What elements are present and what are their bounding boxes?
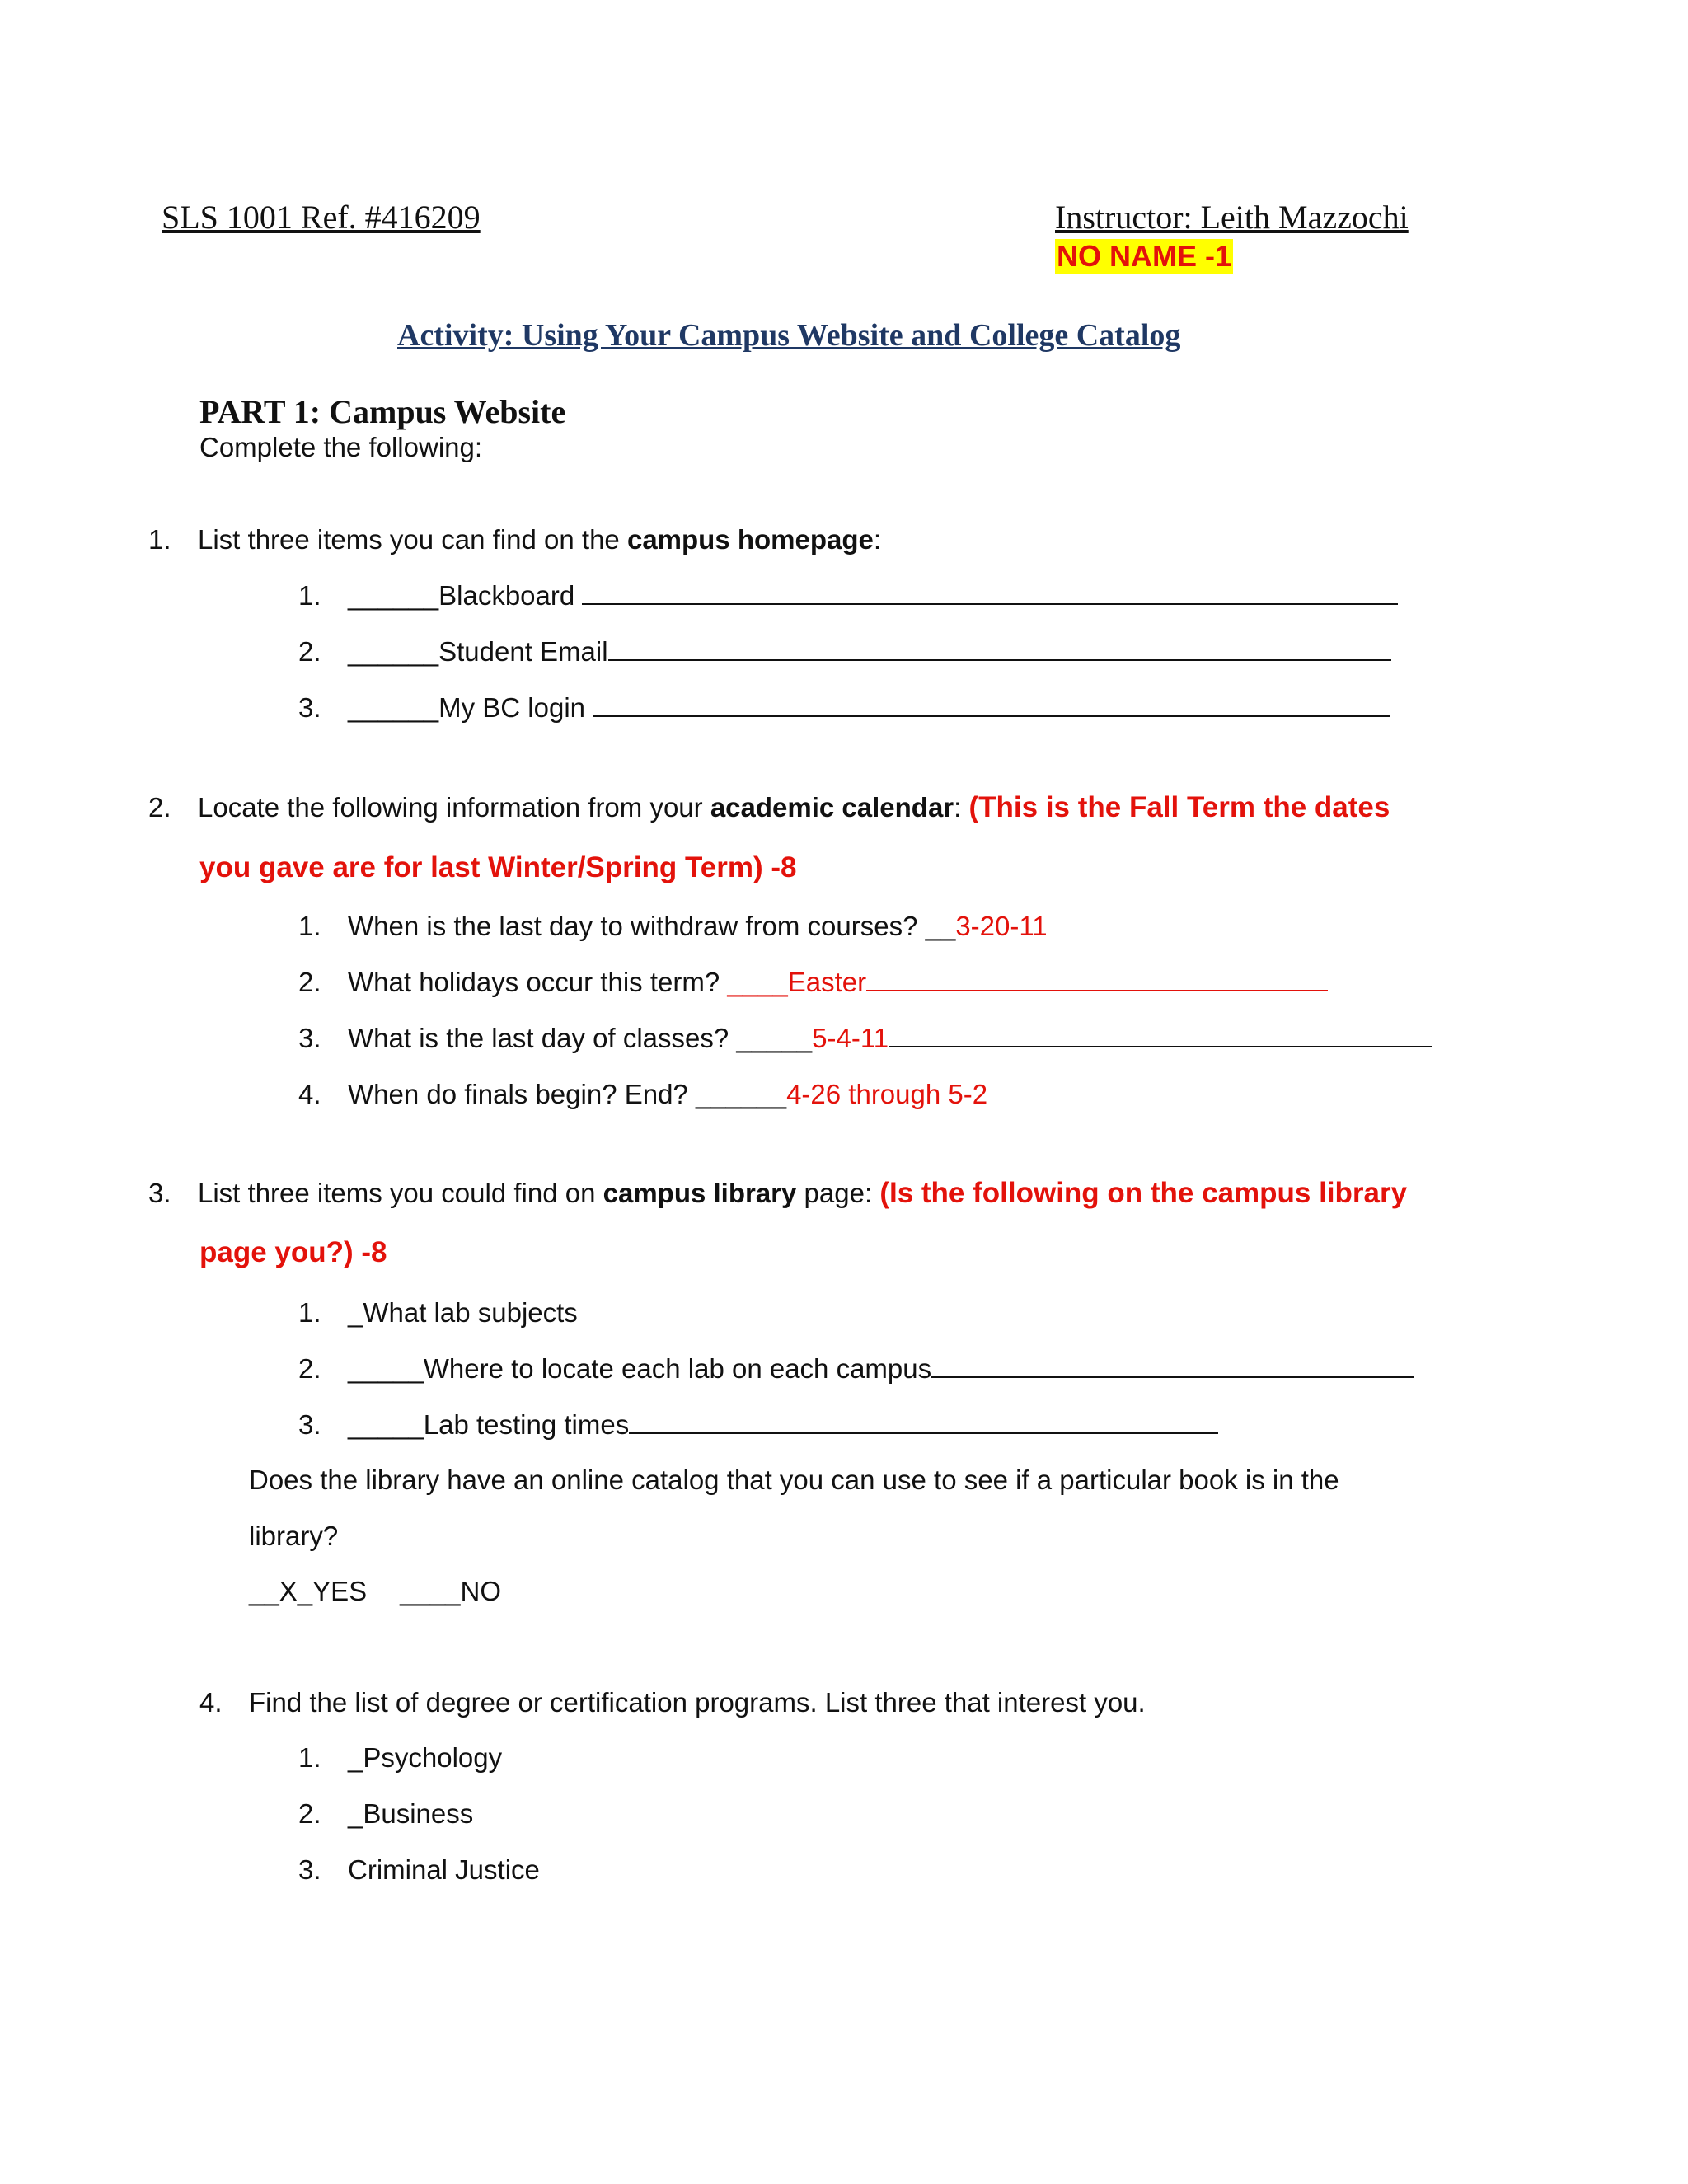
answer-item [298, 1297, 578, 1329]
answer-line [889, 1024, 1432, 1047]
answer-text: ______My BC login [348, 692, 593, 723]
yes-no-options [249, 1576, 501, 1607]
item-answer: 5-4-11 [812, 1023, 889, 1053]
item-question: When is the last day to withdraw from courses? __ [348, 911, 956, 941]
answer-item [298, 1353, 1414, 1385]
answer-number: 1. [298, 580, 321, 611]
item-number: 1. [298, 911, 321, 941]
answer-item [298, 580, 1398, 612]
answer-line [866, 968, 1328, 991]
answer-number: 2. [298, 636, 321, 667]
question-keyword: campus homepage [626, 524, 874, 555]
answer-line [593, 694, 1390, 717]
grader-comment-continued: you gave are for last Winter/Spring Term) -8 [199, 851, 797, 883]
item-number: 2. [298, 967, 321, 997]
answer-text: _____Where to locate each lab on each campus [348, 1353, 932, 1384]
answer-text: ______Blackboard [348, 580, 583, 611]
answer-number: 3. [298, 1409, 321, 1440]
calendar-item [298, 967, 1328, 998]
grader-comment: (Is the following on the campus library [879, 1177, 1408, 1209]
question-text: List three items you can find on the [198, 524, 627, 555]
answer-item [298, 1854, 540, 1886]
grade-note: NO NAME -1 [1057, 239, 1232, 273]
answer-text: Criminal Justice [348, 1854, 540, 1885]
question-text: List three items you could find on [198, 1178, 603, 1208]
question-number: 1. [148, 524, 171, 555]
instructor-name: Instructor: Leith Mazzochi [1055, 199, 1409, 236]
answer-item [298, 1409, 1218, 1441]
question-suffix: : [873, 524, 882, 555]
answer-line [608, 638, 1391, 661]
calendar-item [298, 1079, 987, 1110]
answer-number: 1. [298, 1297, 321, 1328]
answer-text: _Psychology [348, 1742, 503, 1773]
answer-item [298, 636, 1391, 668]
item-answer: ____Easter [727, 967, 867, 997]
answer-item [298, 692, 1390, 724]
no-option: ____NO [400, 1576, 502, 1606]
answer-text: _What lab subjects [348, 1297, 578, 1328]
yes-option: __X_YES [249, 1576, 368, 1606]
answer-line [582, 582, 1398, 605]
grader-comment-continued: page you?) -8 [199, 1236, 387, 1268]
question-number: 3. [148, 1178, 171, 1208]
calendar-item [298, 1023, 1432, 1054]
question-keyword: campus library [603, 1178, 797, 1208]
library-catalog-question: Does the library have an online catalog that you can use to see if a particular book is in the [249, 1465, 1339, 1495]
item-answer: 3-20-11 [955, 911, 1048, 941]
question-3 [148, 1177, 1407, 1210]
item-number: 3. [298, 1023, 321, 1053]
calendar-item [298, 911, 1048, 942]
item-question: What is the last day of classes? _____ [348, 1023, 813, 1053]
answer-number: 1. [298, 1742, 321, 1773]
part-title: PART 1: Campus Website [199, 393, 566, 430]
question-keyword: academic calendar [710, 792, 954, 823]
answer-text: ______Student Email [348, 636, 608, 667]
answer-text: _____Lab testing times [348, 1409, 630, 1440]
answer-text: _Business [348, 1798, 474, 1829]
library-catalog-question-continued: library? [249, 1521, 339, 1551]
question-suffix: : [954, 792, 969, 823]
question-1 [148, 524, 881, 555]
grader-comment: (This is the Fall Term the dates [968, 791, 1390, 823]
question-number: 2. [148, 792, 171, 823]
question-text: Find the list of degree or certification programs. List three that interest you. [249, 1687, 1146, 1718]
answer-line [931, 1355, 1414, 1378]
question-2 [148, 791, 1390, 824]
question-suffix: page: [796, 1178, 880, 1208]
answer-line [629, 1411, 1218, 1434]
answer-number: 2. [298, 1353, 321, 1384]
item-question: When do finals begin? End? ______ [348, 1079, 787, 1109]
activity-title: Activity: Using Your Campus Website and College Catalog [397, 318, 1181, 353]
item-number: 4. [298, 1079, 321, 1109]
question-4 [199, 1687, 1146, 1718]
question-number: 4. [199, 1687, 223, 1718]
answer-number: 3. [298, 692, 321, 723]
answer-number: 2. [298, 1798, 321, 1829]
answer-item [298, 1798, 473, 1830]
course-ref: SLS 1001 Ref. #416209 [162, 199, 481, 236]
question-text: Locate the following information from your [198, 792, 710, 823]
item-question: What holidays occur this term? [348, 967, 728, 997]
item-answer: 4-26 through 5-2 [786, 1079, 988, 1109]
answer-item [298, 1742, 502, 1774]
answer-number: 3. [298, 1854, 321, 1885]
part-intro: Complete the following: [199, 432, 483, 462]
